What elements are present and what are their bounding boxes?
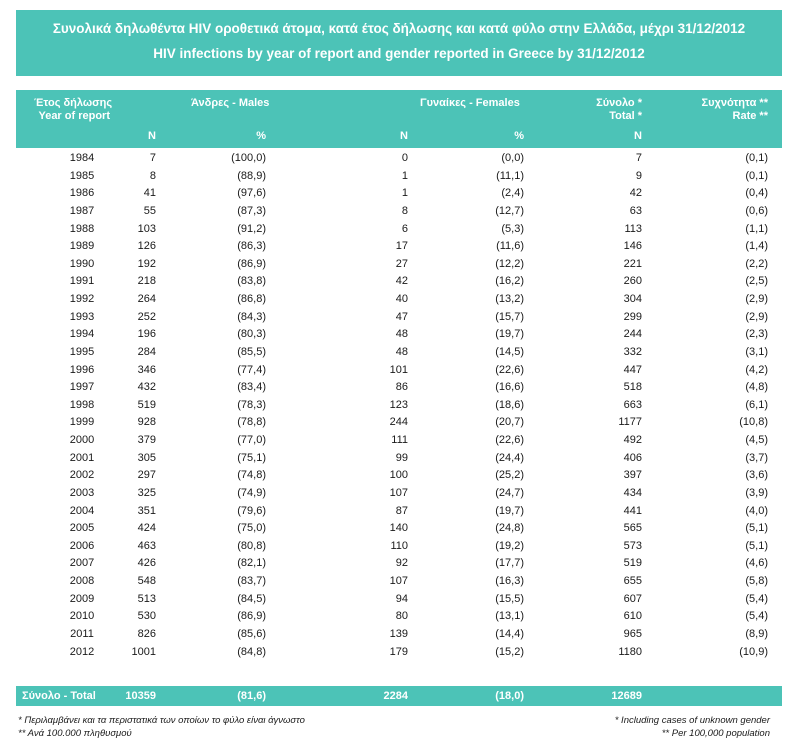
cell-year: 2002 — [69, 469, 95, 482]
cell-males-n: 325 — [137, 486, 156, 499]
cell-males-n: 463 — [137, 539, 156, 552]
table-row — [16, 326, 782, 344]
cell-males-pct: (84,8) — [237, 645, 266, 658]
cell-females-n: 27 — [395, 257, 408, 270]
cell-males-pct: (84,5) — [237, 592, 266, 605]
cell-rate: (1,1) — [745, 222, 768, 235]
cell-females-n: 110 — [390, 539, 408, 552]
cell-males-n: 264 — [137, 293, 156, 305]
cell-rate: (2,9) — [745, 310, 768, 323]
table-row — [16, 185, 782, 203]
table-row — [16, 608, 782, 626]
cell-rate: (2,2) — [745, 257, 768, 270]
cell-total-n: 607 — [623, 592, 642, 605]
table-row — [16, 168, 782, 186]
cell-total-n: 655 — [623, 575, 642, 587]
cell-females-n: 47 — [395, 310, 408, 323]
cell-males-pct: (74,9) — [237, 486, 266, 499]
cell-males-n: 284 — [137, 345, 156, 358]
cell-total-n: 965 — [623, 627, 642, 640]
cell-total-n: 519 — [623, 557, 642, 570]
cell-total-n: 113 — [624, 222, 642, 235]
table-row — [16, 150, 782, 168]
cell-males-n: 432 — [137, 381, 156, 394]
cell-males-pct: (77,0) — [237, 434, 266, 446]
cell-females-pct: (12,7) — [495, 204, 524, 217]
cell-total-n: 610 — [623, 610, 642, 623]
cell-males-n: 519 — [137, 398, 156, 411]
cell-year: 2005 — [69, 522, 95, 535]
cell-year: 2009 — [69, 592, 95, 605]
cell-rate: (1,4) — [745, 240, 768, 253]
cell-females-n: 140 — [389, 522, 408, 535]
cell-males-pct: (83,7) — [237, 575, 266, 587]
header-total-gr: Σύνολο * — [596, 97, 642, 109]
header-males-pct: % — [256, 130, 266, 142]
cell-females-n: 48 — [395, 345, 408, 358]
cell-year: 1984 — [69, 152, 95, 164]
cell-females-pct: (22,6) — [495, 434, 524, 446]
cell-rate: (5,4) — [745, 592, 768, 605]
cell-females-pct: (24,4) — [495, 451, 524, 464]
cell-females-pct: (16,2) — [495, 275, 524, 288]
footnote-gr-2: ** Ανά 100.000 πληθυσμού — [18, 728, 132, 739]
cell-total-n: 434 — [623, 486, 642, 499]
cell-females-n: 139 — [389, 627, 408, 640]
cell-rate: (8,9) — [745, 627, 768, 640]
cell-females-pct: (5,3) — [501, 222, 524, 235]
header-year-en: Year of report — [38, 110, 110, 122]
cell-females-pct: (15,2) — [495, 645, 524, 658]
footnote-en-2: ** Per 100,000 population — [661, 728, 770, 739]
cell-males-n: 424 — [137, 522, 156, 535]
cell-rate: (6,1) — [745, 398, 768, 411]
cell-year: 1995 — [69, 345, 95, 358]
cell-year: 2003 — [69, 486, 95, 499]
cell-year: 1996 — [69, 363, 95, 376]
cell-females-pct: (17,7) — [495, 557, 524, 570]
cell-rate: (4,0) — [745, 504, 768, 517]
table-row — [16, 591, 782, 609]
cell-females-pct: (11,6) — [496, 240, 524, 253]
title-english: HIV infections by year of report and gender reported in Greece by 31/12/2012 — [153, 46, 645, 61]
cell-males-pct: (88,9) — [237, 169, 266, 182]
cell-total-n: 42 — [629, 187, 642, 200]
cell-females-pct: (20,7) — [495, 416, 524, 429]
cell-year: 1993 — [69, 310, 95, 323]
cell-year: 1998 — [69, 398, 95, 411]
cell-females-n: 86 — [395, 381, 408, 394]
cell-females-pct: (15,5) — [495, 592, 524, 605]
header-year-gr: Έτος δήλωσης — [34, 97, 113, 109]
cell-males-n: 126 — [137, 240, 156, 253]
table-row — [16, 362, 782, 380]
cell-rate: (4,8) — [745, 381, 768, 394]
cell-year: 2008 — [69, 575, 95, 587]
cell-females-n: 107 — [389, 575, 408, 587]
cell-total-n: 9 — [635, 169, 642, 182]
cell-year: 2001 — [69, 451, 95, 464]
cell-males-n: 103 — [137, 222, 156, 235]
cell-total-n: 1177 — [618, 416, 642, 429]
cell-females-n: 6 — [401, 222, 408, 235]
cell-total-n: 447 — [623, 363, 642, 376]
cell-males-pct: (77,4) — [237, 363, 266, 376]
cell-females-pct: (11,1) — [496, 169, 524, 182]
cell-females-n: 48 — [395, 328, 408, 341]
cell-females-n: 107 — [389, 486, 408, 499]
header-rate-gr: Συχνότητα ** — [701, 97, 768, 109]
cell-rate: (3,6) — [745, 469, 768, 482]
cell-year: 1986 — [69, 187, 95, 200]
cell-total-n: 441 — [623, 504, 642, 517]
cell-females-pct: (13,2) — [495, 293, 524, 305]
cell-females-n: 42 — [395, 275, 408, 288]
cell-females-pct: (16,3) — [495, 575, 524, 587]
cell-males-pct: (86,8) — [237, 293, 266, 305]
cell-total-n: 299 — [623, 310, 642, 323]
cell-rate: (4,6) — [745, 557, 768, 570]
cell-males-n: 55 — [143, 204, 156, 217]
cell-females-pct: (14,4) — [495, 627, 524, 640]
cell-year: 2010 — [69, 610, 95, 623]
cell-females-n: 94 — [395, 592, 408, 605]
cell-rate: (2,9) — [745, 293, 768, 305]
cell-rate: (2,5) — [745, 275, 768, 288]
cell-rate: (5,4) — [745, 610, 768, 623]
cell-year: 2011 — [70, 627, 94, 640]
cell-rate: (10,8) — [739, 416, 768, 429]
cell-rate: (5,8) — [745, 575, 768, 587]
cell-rate: (10,9) — [739, 645, 768, 658]
cell-males-n: 218 — [137, 275, 156, 288]
cell-males-pct: (74,8) — [237, 469, 266, 482]
cell-males-pct: (85,6) — [237, 627, 266, 640]
cell-females-n: 0 — [401, 152, 408, 164]
cell-males-pct: (75,1) — [237, 451, 266, 464]
cell-total-n: 663 — [623, 398, 642, 411]
header-females: Γυναίκες - Females — [420, 97, 520, 109]
cell-rate: (5,1) — [745, 522, 768, 535]
table-row — [16, 203, 782, 221]
cell-total-n: 146 — [623, 240, 642, 253]
cell-females-n: 1 — [401, 187, 408, 200]
cell-rate: (5,1) — [745, 539, 768, 552]
header-males: Άνδρες - Males — [191, 97, 270, 109]
header-total-en: Total * — [609, 110, 642, 122]
cell-males-pct: (78,3) — [237, 398, 266, 411]
cell-total-n: 492 — [623, 434, 642, 446]
cell-males-n: 196 — [137, 328, 156, 341]
cell-males-n: 7 — [149, 152, 156, 164]
table-row — [16, 555, 782, 573]
cell-females-pct: (19,7) — [495, 504, 524, 517]
cell-year: 1991 — [69, 275, 95, 288]
cell-rate: (3,7) — [745, 451, 768, 464]
cell-males-n: 530 — [137, 610, 156, 623]
title-greek: Συνολικά δηλωθέντα HIV οροθετικά άτομα, κατά έτος δήλωσης και κατά φύλο στην Ελλάδα, μέχρι 31/12/2012 — [52, 21, 746, 36]
cell-females-pct: (2,4) — [501, 187, 524, 200]
cell-rate: (0,6) — [745, 204, 768, 217]
cell-males-n: 928 — [137, 416, 156, 429]
table-row — [16, 573, 782, 591]
cell-total-n: 518 — [623, 381, 642, 394]
cell-males-n: 252 — [137, 310, 156, 323]
cell-females-n: 92 — [395, 557, 408, 570]
table-row — [16, 503, 782, 521]
cell-males-n: 379 — [137, 434, 156, 446]
cell-year: 1988 — [69, 222, 95, 235]
cell-year: 1994 — [69, 328, 95, 341]
cell-males-pct: (85,5) — [237, 345, 266, 358]
cell-total-n: 565 — [623, 522, 642, 535]
cell-total-n: 406 — [623, 451, 642, 464]
cell-year: 2006 — [69, 539, 95, 552]
total-males-pct: (81,6) — [237, 690, 266, 702]
header-total-n: N — [634, 130, 642, 142]
cell-year: 2007 — [69, 557, 95, 570]
cell-total-n: 332 — [623, 345, 642, 358]
cell-females-pct: (14,5) — [495, 345, 524, 358]
table-header — [16, 90, 782, 148]
cell-males-pct: (100,0) — [231, 152, 266, 164]
table-row — [16, 485, 782, 503]
table-row — [16, 467, 782, 485]
cell-males-pct: (91,2) — [237, 222, 266, 235]
cell-females-pct: (25,2) — [495, 469, 524, 482]
table-row — [16, 414, 782, 432]
title-banner — [16, 10, 782, 76]
table-row — [16, 626, 782, 644]
cell-males-n: 826 — [137, 627, 156, 640]
cell-females-n: 101 — [389, 363, 408, 376]
cell-year: 1989 — [69, 240, 95, 253]
cell-year: 2012 — [69, 645, 95, 658]
cell-females-pct: (15,7) — [495, 310, 524, 323]
cell-females-n: 123 — [389, 398, 408, 411]
table-row — [16, 432, 782, 450]
cell-females-n: 8 — [401, 204, 408, 217]
cell-males-pct: (83,4) — [237, 381, 266, 394]
cell-rate: (3,1) — [745, 345, 768, 358]
cell-males-n: 305 — [137, 451, 156, 464]
cell-females-n: 179 — [389, 645, 408, 658]
cell-females-pct: (18,6) — [495, 398, 524, 411]
cell-females-n: 1 — [401, 169, 408, 182]
table-row — [16, 397, 782, 415]
cell-males-pct: (82,1) — [237, 557, 266, 570]
cell-rate: (2,3) — [745, 328, 768, 341]
cell-males-n: 8 — [149, 169, 156, 182]
footnote-en-1: * Including cases of unknown gender — [614, 715, 770, 726]
cell-males-pct: (80,8) — [237, 539, 266, 552]
footnotes-english — [615, 714, 770, 740]
cell-total-n: 63 — [629, 204, 642, 217]
table-row — [16, 221, 782, 239]
cell-total-n: 304 — [623, 293, 642, 305]
cell-males-pct: (79,6) — [237, 504, 266, 517]
table-row — [16, 238, 782, 256]
cell-females-pct: (13,1) — [495, 610, 524, 623]
cell-total-n: 573 — [623, 539, 642, 552]
table-row — [16, 644, 782, 662]
cell-males-pct: (86,9) — [237, 610, 266, 623]
cell-females-n: 40 — [395, 293, 408, 305]
cell-rate: (4,2) — [745, 363, 768, 376]
cell-males-pct: (80,3) — [237, 328, 266, 341]
header-rate-en: Rate ** — [732, 110, 768, 122]
table-row — [16, 450, 782, 468]
cell-year: 2004 — [69, 504, 95, 517]
cell-year: 1985 — [69, 169, 95, 182]
cell-males-pct: (75,0) — [237, 522, 266, 535]
cell-females-n: 244 — [389, 416, 408, 429]
cell-males-n: 426 — [137, 557, 156, 570]
cell-females-n: 80 — [395, 610, 408, 623]
table-row — [16, 291, 782, 309]
cell-total-n: 1180 — [618, 645, 642, 658]
cell-females-pct: (22,6) — [495, 363, 524, 376]
cell-males-n: 513 — [137, 592, 156, 605]
cell-total-n: 244 — [623, 328, 642, 341]
cell-total-n: 260 — [623, 275, 642, 288]
total-total-n: 12689 — [611, 690, 642, 702]
table-row — [16, 273, 782, 291]
cell-males-pct: (78,8) — [237, 416, 266, 429]
cell-rate: (0,1) — [745, 169, 768, 182]
table-row — [16, 538, 782, 556]
cell-females-n: 87 — [395, 504, 408, 517]
cell-males-pct: (83,8) — [237, 275, 266, 288]
cell-males-n: 351 — [137, 504, 156, 517]
cell-year: 2000 — [69, 434, 95, 446]
cell-males-pct: (86,9) — [237, 257, 266, 270]
cell-rate: (0,1) — [745, 152, 768, 164]
cell-rate: (3,9) — [745, 486, 768, 499]
cell-males-pct: (84,3) — [237, 310, 266, 323]
cell-males-n: 346 — [137, 363, 156, 376]
cell-females-pct: (19,7) — [495, 328, 524, 341]
cell-males-pct: (97,6) — [237, 187, 266, 200]
total-females-n: 2284 — [383, 690, 408, 702]
footnotes-greek — [18, 714, 305, 740]
total-label: Σύνολο - Total — [22, 690, 96, 702]
table-row — [16, 520, 782, 538]
total-row — [16, 686, 782, 706]
cell-females-pct: (19,2) — [495, 539, 524, 552]
cell-females-n: 99 — [395, 451, 408, 464]
cell-year: 1992 — [69, 293, 95, 305]
table-row — [16, 256, 782, 274]
header-females-n: N — [400, 130, 408, 142]
cell-total-n: 397 — [623, 469, 642, 482]
table-row — [16, 309, 782, 327]
cell-males-pct: (87,3) — [237, 204, 266, 217]
cell-rate: (4,5) — [745, 434, 768, 446]
header-males-n: N — [148, 130, 156, 142]
table-row — [16, 379, 782, 397]
cell-rate: (0,4) — [745, 187, 768, 200]
cell-females-n: 111 — [391, 434, 408, 446]
cell-year: 1987 — [69, 204, 95, 217]
total-males-n: 10359 — [125, 690, 156, 702]
cell-males-n: 297 — [137, 469, 156, 482]
cell-year: 1997 — [69, 381, 95, 394]
cell-females-pct: (24,7) — [495, 486, 524, 499]
table-body — [16, 150, 782, 661]
total-females-pct: (18,0) — [495, 690, 524, 702]
table-row — [16, 344, 782, 362]
cell-females-pct: (0,0) — [501, 152, 524, 164]
cell-males-n: 41 — [143, 187, 156, 200]
cell-females-pct: (12,2) — [495, 257, 524, 270]
cell-males-pct: (86,3) — [237, 240, 266, 253]
footnote-gr-1: * Περιλαμβάνει και τα περιστατικά των οποίων το φύλο είναι άγνωστο — [18, 715, 305, 726]
cell-year: 1999 — [69, 416, 95, 429]
cell-males-n: 1001 — [131, 645, 156, 658]
cell-males-n: 548 — [137, 575, 156, 587]
cell-males-n: 192 — [137, 257, 156, 270]
cell-year: 1990 — [69, 257, 95, 270]
cell-females-n: 100 — [389, 469, 408, 482]
cell-females-n: 17 — [395, 240, 408, 253]
cell-females-pct: (16,6) — [495, 381, 524, 394]
cell-total-n: 221 — [623, 257, 642, 270]
header-females-pct: % — [514, 130, 524, 142]
cell-total-n: 7 — [635, 152, 642, 164]
cell-females-pct: (24,8) — [495, 522, 524, 535]
